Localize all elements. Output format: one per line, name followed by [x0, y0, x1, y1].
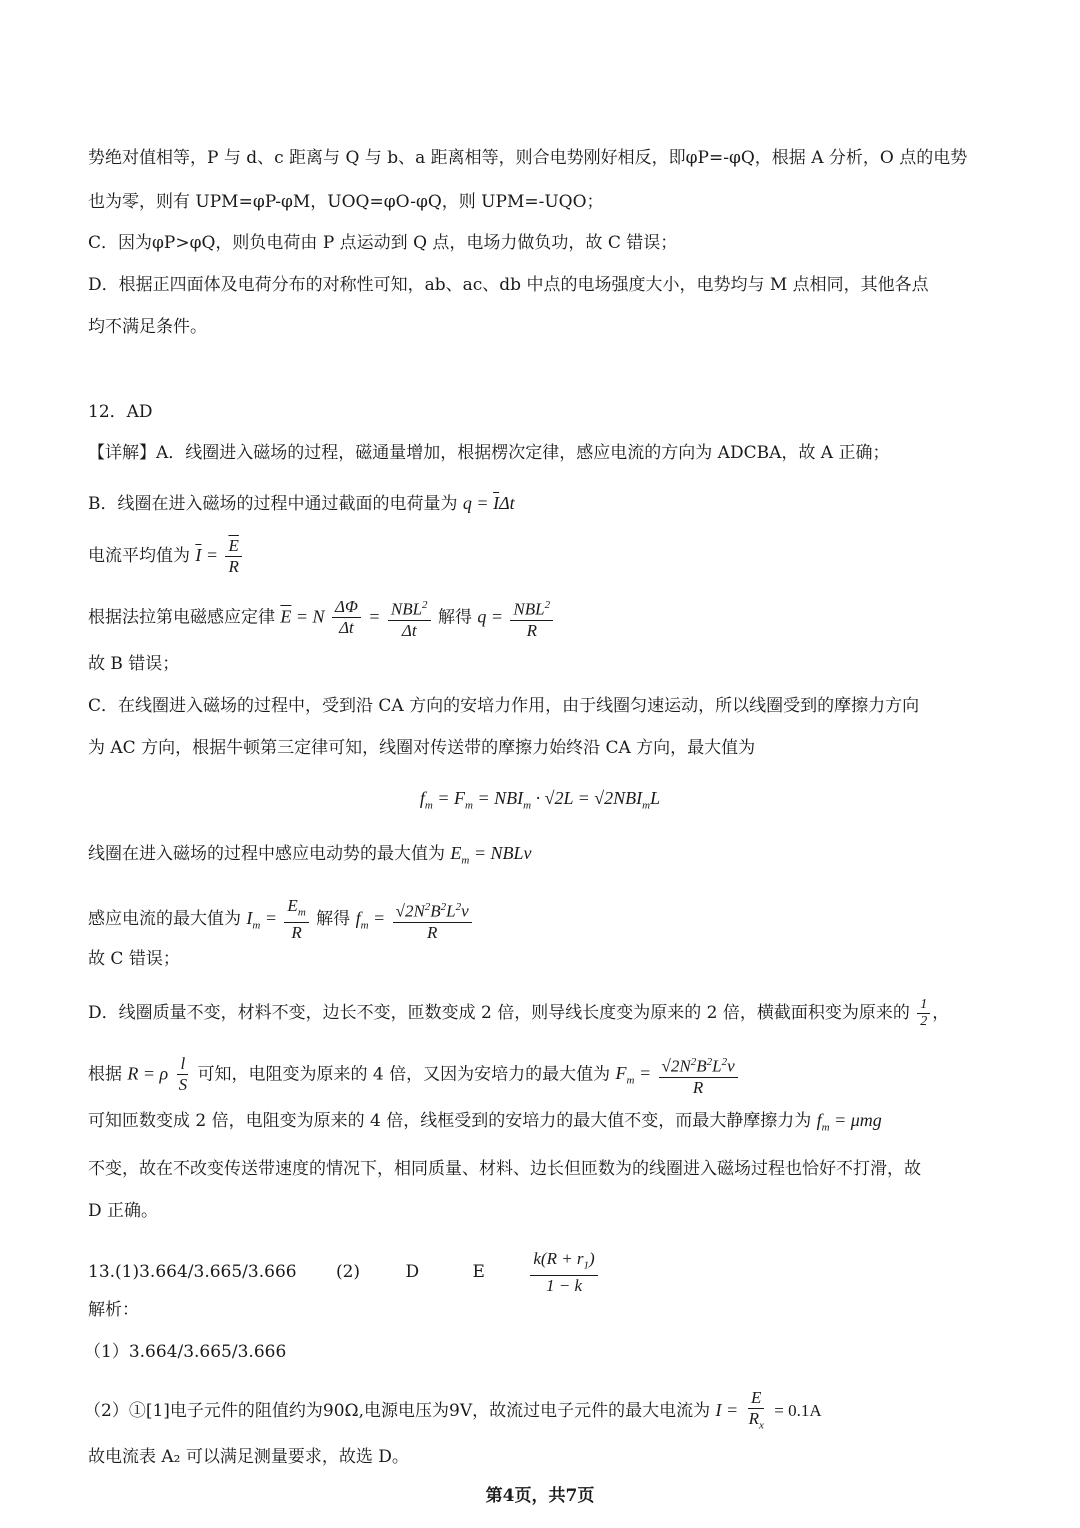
page-footer: 第4页，共7页	[485, 1486, 595, 1506]
fraction: $\frac{\overline{E}}{R}$	[225, 536, 241, 577]
text-line	[84, 1388, 822, 1435]
formula-result: = 0.1A	[774, 1401, 822, 1421]
formula-friction: $f_m = \mu mg$	[816, 1110, 882, 1134]
formula-q-result: q =	[477, 606, 504, 627]
text-line: 也为零，则有 UPM=φP-φM，UOQ=φO-φQ，则 UPM=-UQO；	[88, 192, 604, 212]
text-line: D 正确。	[88, 1201, 159, 1221]
text-line	[88, 1108, 882, 1140]
text-span: 根据	[88, 1064, 122, 1085]
formula-im: $I_m$ =	[246, 908, 278, 932]
formula-q: $q = \overline{I}\Delta t$	[462, 493, 515, 513]
formula-fm: $f_m$ =	[355, 908, 386, 932]
formula-em: $E_m$ = NBLv	[450, 843, 532, 867]
text-span: 电流平均值为	[88, 546, 190, 566]
text-line	[88, 1052, 740, 1098]
answer-1: 13.(1)3.664/3.665/3.666	[88, 1262, 297, 1283]
fraction: $\frac{k(R + r_1)}{1 - k}$	[530, 1249, 597, 1296]
fraction: NBL$^2$ R	[510, 595, 553, 641]
fraction: $\frac{E}{R_x}$	[748, 1388, 764, 1432]
text-line: 势绝对值相等，P 与 d、c 距离与 Q 与 b、a 距离相等，则合电势刚好相反，即φP=-φQ，根据 A 分析，O 点的电势	[88, 148, 968, 168]
fraction: $\frac{\Delta\Phi}{\Delta t}$	[332, 597, 361, 638]
text-line: 故 C 错误；	[88, 949, 180, 969]
fraction: $\frac{√2N^2B^2L^2v}{R}$	[659, 1052, 738, 1098]
fraction: $\frac{√2N^2B^2L^2v}{R}$	[393, 897, 472, 943]
text-span: （2）①[1]电子元件的阻值约为90Ω,电源电压为9V，故流过电子元件的最大电流为	[84, 1401, 711, 1422]
text-span: 可知匝数变成 2 倍，电阻变为原来的 4 倍，线框受到的安培力的最大值不变，而最大静摩擦力为	[88, 1111, 812, 1131]
text-line: C．在线圈进入磁场的过程中，受到沿 CA 方向的安培力作用，由于线圈匀速运动，所以线圈受到的摩擦力方向	[88, 696, 920, 716]
formula-avg-current: $\overline{I}$ =	[195, 545, 219, 565]
text-span: 感应电流的最大值为	[88, 909, 241, 930]
text-span: D．线圈质量不变，材料不变，边长不变，匝数变成 2 倍，则导线长度变为原来的 2 倍，横截面积变为原来的	[88, 1003, 910, 1023]
text-line: 解析：	[88, 1300, 139, 1320]
text-line	[88, 491, 515, 516]
answer-d: D	[405, 1262, 420, 1283]
text-span: 可知，电阻变为原来的 4 倍，又因为安培力的最大值为	[197, 1064, 611, 1085]
answer-e: E	[472, 1262, 485, 1283]
display-formula: $f_m = F_m = NBI_m \cdot √2L = √2NBI_mL$	[419, 788, 661, 812]
text-span: 解得	[437, 607, 472, 628]
text-line: 不变，故在不改变传送带速度的情况下，相同质量、材料、边长但匝数为的线圈进入磁场过程也恰好不打滑，故	[88, 1159, 921, 1179]
text-line: D．线圈质量不变，材料不变，边长不变，匝数变成 2 倍，则导线长度变为原来的 2 倍，横截面积变为原来的 $\frac{1}{2}$ ，	[88, 997, 950, 1029]
text-span: 解得	[316, 909, 351, 930]
fraction: NBL$^2$ Δt	[388, 595, 431, 641]
text-line: 【详解】A．线圈进入磁场的过程，磁通量增加，根据楞次定律，感应电流的方向为 ADCBA，故 A 正确；	[88, 443, 890, 463]
question-12-answer: 12．AD	[88, 402, 153, 422]
text-line: 均不满足条件。	[88, 317, 207, 337]
fraction: $\frac{1}{2}$	[917, 997, 930, 1030]
text-line	[88, 595, 555, 641]
text-line: 故电流表 A₂ 可以满足测量要求，故选 D。	[88, 1447, 409, 1467]
formula-eq: =	[368, 606, 381, 627]
text-span: B．线圈在进入磁场的过程中通过截面的电荷量为	[88, 494, 458, 514]
text-span: 线圈在进入磁场的过程中感应电动势的最大值为	[88, 844, 445, 864]
text-line: 为 AC 方向，根据牛顿第三定律可知，线圈对传送带的摩擦力始终沿 CA 方向，最大值为	[88, 738, 756, 758]
formula-emf: $\overline{E} = N$	[280, 606, 325, 627]
text-line: C．因为φP>φQ，则负电荷由 P 点运动到 Q 点，电场力做负功，故 C 错误；	[88, 233, 678, 253]
formula-r: R = ρ	[127, 1063, 169, 1084]
answer-2-label: (2)	[335, 1262, 361, 1283]
formula-fm2: $F_m$ =	[615, 1063, 652, 1087]
fraction: $\frac{E_m}{R}$	[284, 896, 308, 943]
text-span: 根据法拉第电磁感应定律	[88, 607, 275, 628]
text-line	[88, 896, 474, 943]
text-line: D．根据正四面体及电荷分布的对称性可知，ab、ac、db 中点的电场强度大小，电势均与 M 点相同，其他各点	[88, 275, 929, 295]
text-line: （1）3.664/3.665/3.666	[84, 1342, 287, 1362]
formula-i: I =	[715, 1400, 739, 1421]
text-line	[88, 536, 244, 577]
text-line: 故 B 错误；	[88, 654, 180, 674]
question-13-answer	[88, 1249, 600, 1296]
text-line	[88, 841, 532, 873]
fraction: $\frac{l}{S}$	[178, 1054, 188, 1095]
